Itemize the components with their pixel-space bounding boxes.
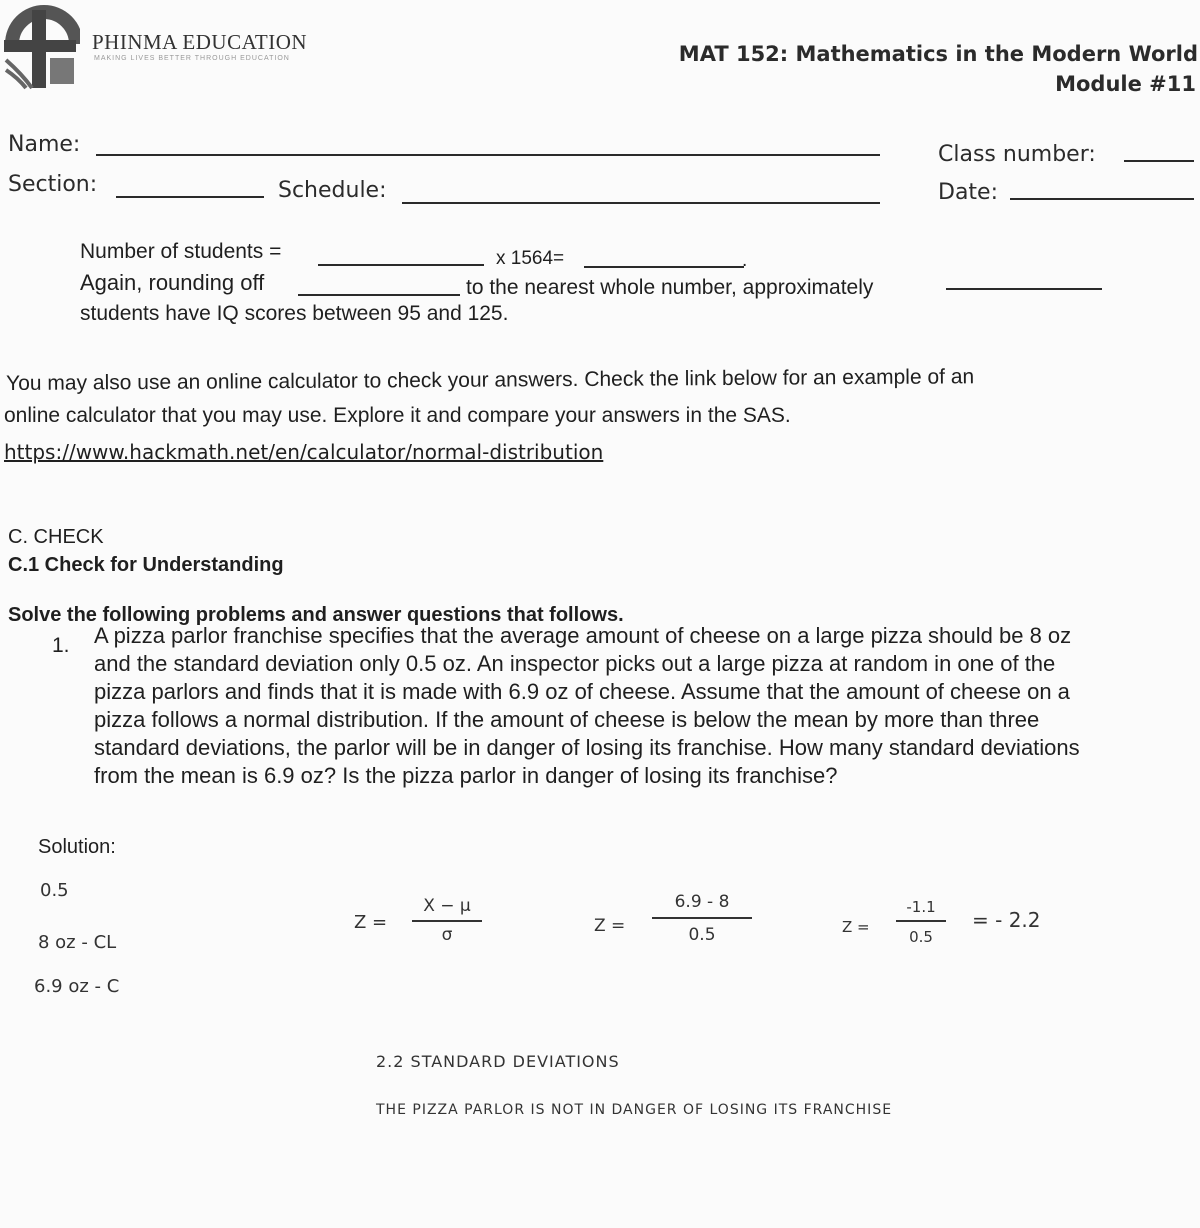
phinma-logo-icon xyxy=(2,4,80,90)
class-number-label: Class number: xyxy=(938,142,1096,167)
z-substitution-fraction xyxy=(652,892,752,945)
problem-line: from the mean is 6.9 oz? Is the pizza parlor in danger of losing its franchise? xyxy=(94,763,838,788)
rounding-blank[interactable] xyxy=(298,294,460,296)
module-number: Module #11 xyxy=(1055,72,1196,96)
period-mark: . xyxy=(742,250,748,271)
z-substitution-lhs: Z = xyxy=(594,916,626,936)
problem-text xyxy=(94,622,1174,790)
students-count-text: Number of students = xyxy=(80,240,282,263)
instructions: Solve the following problems and answer questions that follows. xyxy=(8,604,624,626)
fraction-bar xyxy=(896,920,946,922)
solution-label: Solution: xyxy=(38,836,116,858)
given-mean: 8 oz - CL xyxy=(38,932,117,953)
section-label: Section: xyxy=(8,172,98,197)
date-field[interactable] xyxy=(1010,198,1194,200)
z-formula-numerator: X − μ xyxy=(423,896,471,916)
problem-line: and the standard deviation only 0.5 oz. An inspector picks out a large pizza at random in one of the xyxy=(94,651,1056,676)
z-result-lhs: Z = xyxy=(842,918,870,936)
multiply-text: x 1564= xyxy=(496,248,565,269)
given-x: 6.9 oz - C xyxy=(34,976,120,997)
nearest-whole-text: to the nearest whole number, approximately xyxy=(466,276,874,299)
z-formula-fraction xyxy=(412,896,482,945)
z-result-denominator: 0.5 xyxy=(909,928,933,946)
section-field[interactable] xyxy=(116,196,264,198)
problem-number: 1. xyxy=(52,634,70,657)
product-blank[interactable] xyxy=(584,266,744,268)
z-result-fraction xyxy=(896,898,946,946)
rounding-text: Again, rounding off xyxy=(80,270,265,295)
calculator-link[interactable]: https://www.hackmath.net/en/calculator/normal-distribution xyxy=(4,440,604,464)
course-title: MAT 152: Mathematics in the Modern World xyxy=(678,42,1198,66)
approximately-blank[interactable] xyxy=(946,288,1102,290)
z-formula-lhs: Z = xyxy=(354,912,388,933)
calculator-note-line1: You may also use an online calculator to check your answers. Check the link below for an example of an xyxy=(6,365,975,395)
problem-line: standard deviations, the parlor will be in danger of losing its franchise. How many standard deviations xyxy=(94,735,1080,760)
problem-line: pizza follows a normal distribution. If the amount of cheese is below the mean by more than three xyxy=(94,707,1040,732)
given-sd: 0.5 xyxy=(40,880,69,901)
calculator-note-line2: online calculator that you may use. Explore it and compare your answers in the SAS. xyxy=(4,404,791,427)
z-result-numerator: -1.1 xyxy=(906,898,936,916)
answer-standard-deviations: 2.2 STANDARD DEVIATIONS xyxy=(376,1052,620,1071)
section-c-heading: C. CHECK xyxy=(8,526,104,548)
org-name: PHINMA EDUCATION xyxy=(92,30,308,54)
name-label: Name: xyxy=(8,132,81,157)
section-c-subheading: C.1 Check for Understanding xyxy=(8,554,284,576)
class-number-field[interactable] xyxy=(1124,160,1194,162)
problem-line: pizza parlors and finds that it is made with 6.9 oz of cheese. Assume that the amount of cheese on a xyxy=(94,679,1070,704)
schedule-field[interactable] xyxy=(402,202,880,204)
z-formula-denominator: σ xyxy=(441,925,453,945)
date-label: Date: xyxy=(938,180,998,205)
fraction-bar xyxy=(412,920,482,922)
problem-line: A pizza parlor franchise specifies that the average amount of cheese on a large pizza should be 8 oz xyxy=(94,623,1072,648)
fraction-bar xyxy=(652,917,752,919)
z-substitution-denominator: 0.5 xyxy=(688,925,716,945)
schedule-label: Schedule: xyxy=(278,178,387,203)
iq-scores-text: students have IQ scores between 95 and 125. xyxy=(80,302,509,325)
students-count-blank[interactable] xyxy=(318,264,484,266)
z-result-value: = - 2.2 xyxy=(972,908,1041,932)
answer-conclusion: THE PIZZA PARLOR IS NOT IN DANGER OF LOSING ITS FRANCHISE xyxy=(376,1102,893,1118)
z-substitution-numerator: 6.9 - 8 xyxy=(674,892,730,912)
name-field[interactable] xyxy=(96,154,880,156)
org-tagline: MAKING LIVES BETTER THROUGH EDUCATION xyxy=(94,55,290,62)
